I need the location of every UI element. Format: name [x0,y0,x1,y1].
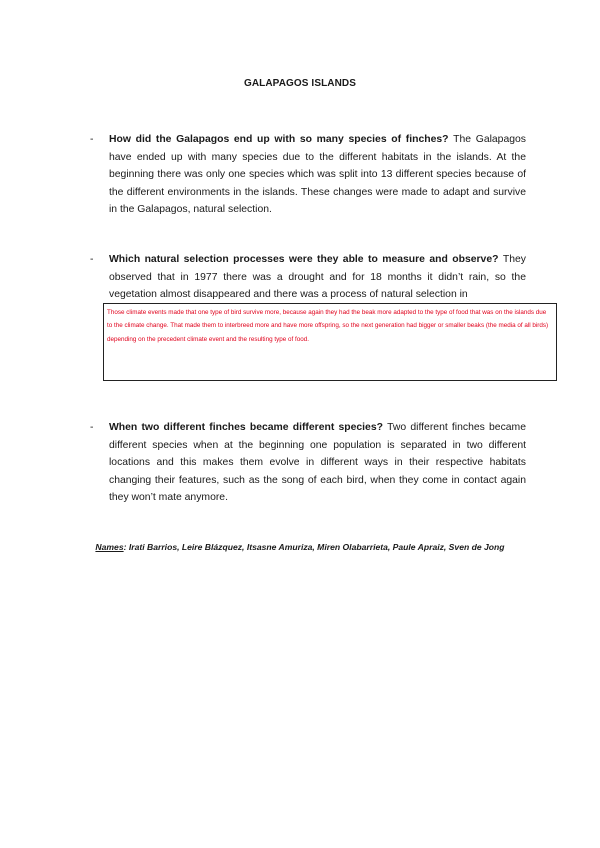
question-item-speciation [90,419,526,507]
document-title: GALAPAGOS ISLANDS [243,78,357,89]
bullet-dash: - [90,254,94,265]
question-item-natural-selection [90,251,526,303]
answer-text: The Galapagos have ended up with many species due to the different habitats in the islands. At the beginning there was only one species which was split into 13 different species because of the different environments in the islands. These changes were made to adapt and survive in the Galapagos, natural selection. [109,134,526,216]
annotation-comment-box: Those climate events made that one type of bird survive more, because again they had the beak more adapted to the type of food that was on the islands due to the climate change. That made them to interbreed more and have more offspring, so the next generation had bigger or smaller beaks (the media of all birds) depending on the precedent climate event and the resulting type of food. [103,303,557,381]
bullet-dash: - [90,422,94,433]
names-list: : Irati Barrios, Leire Blázquez, Itsasne Amuriza, Miren Olabarrieta, Paule Apraiz, Sven de Jong [123,542,505,552]
answer-text: Two different finches became different species when at the beginning one population is separated in two different locations and this makes them evolve in different ways in their respective habitats changing their features, such as the song of each bird, when they come in contact again they won’t mate anymore. [109,422,526,504]
question-body [109,419,526,507]
names-label: Names [95,542,124,552]
author-names [0,542,600,552]
question-item-finch-species [90,131,526,219]
bullet-dash: - [90,134,94,145]
question-body [109,131,526,219]
answer-text: They observed that in 1977 there was a drought and for 18 months it didn’t rain, so the vegetation almost disappeared and there was a process of natural selection in [109,254,526,301]
question-text: When two different finches became different species? [109,422,388,433]
question-text: Which natural selection processes were they able to measure and observe? [109,254,503,265]
question-body [109,251,526,303]
question-text: How did the Galapagos end up with so many species of finches? [109,134,454,145]
